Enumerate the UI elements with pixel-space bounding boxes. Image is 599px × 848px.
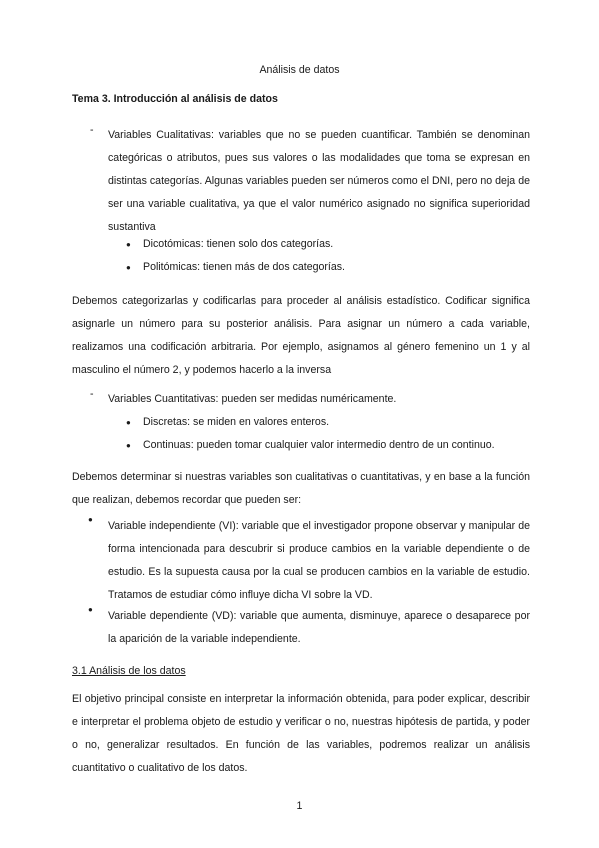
vd-text: Variable dependiente (VD): variable que aumenta, disminuye, aparece o desaparece por la aparición de la variable independiente. [108,610,530,645]
paragraph-codificar: Debemos categorizarlas y codificarlas para proceder al análisis estadístico. Codificar significa asignarle un número para su posterior análisis. Para asignar un número a cada variable, realizamos una codificación arbitraria. Por ejemplo, asignamos al género femenino un 1 y al masculino el número 2, y podemos hacerlo a la inversa [72,295,530,376]
politomicas-text: Politómicas: tienen más de dos categorías. [143,261,345,273]
cualitativas-text: Variables Cualitativas: variables que no se pueden cuantificar. También se denominan categóricas o atributos, pues sus valores o las modalidades que toma se expresan en distintas categorías. Algunas variables pueden ser números como el DNI, pero no deja de ser una variable cualitativa, ya que el valor numérico asignado no significa superioridad sustantiva [108,129,530,233]
bullet-icon: ● [126,418,131,427]
discretas-text: Discretas: se miden en valores enteros. [143,416,330,428]
subsection-heading: 3.1 Análisis de los datos [72,665,186,677]
page-number: 1 [296,800,303,812]
dash-marker: - [90,388,94,400]
vi-text: Variable independiente (VI): variable que el investigador propone observar y manipular de forma intencionada para descubrir si produce cambios en la variable dependiente o de estudio. Es la supuesta causa por la cual se producen cambios en la variable de estudio. Tratamos de estudiar cómo influye dicha VI sobre la VD. [108,520,530,601]
dash-marker: - [90,124,94,136]
continuas-text: Continuas: pueden tomar cualquier valor intermedio dentro de un continuo. [143,439,495,451]
bullet-icon: ● [126,441,131,450]
bullet-icon: ● [126,263,131,272]
bullet-icon: ● [88,605,93,614]
bullet-icon: ● [126,240,131,249]
document-title: Análisis de datos [259,64,340,76]
cuantitativas-text: Variables Cuantitativas: pueden ser medidas numéricamente. [108,393,397,405]
section-heading: Tema 3. Introducción al análisis de datos [72,93,278,105]
dicotomicas-text: Dicotómicas: tienen solo dos categorías. [143,238,334,250]
paragraph-objetivo: El objetivo principal consiste en interpretar la información obtenida, para poder explicar, describir e interpretar el problema objeto de estudio y verificar o no, nuestras hipótesis de partida, y poder o no, generalizar resultados. En función de las variables, podremos realizar un análisis cuantitativo o cualitativo de los datos. [72,693,530,774]
paragraph-determinar: Debemos determinar si nuestras variables son cualitativas o cuantitativas, y en base a la función que realizan, debemos recordar que pueden ser: [72,471,530,506]
bullet-icon: ● [88,515,93,524]
